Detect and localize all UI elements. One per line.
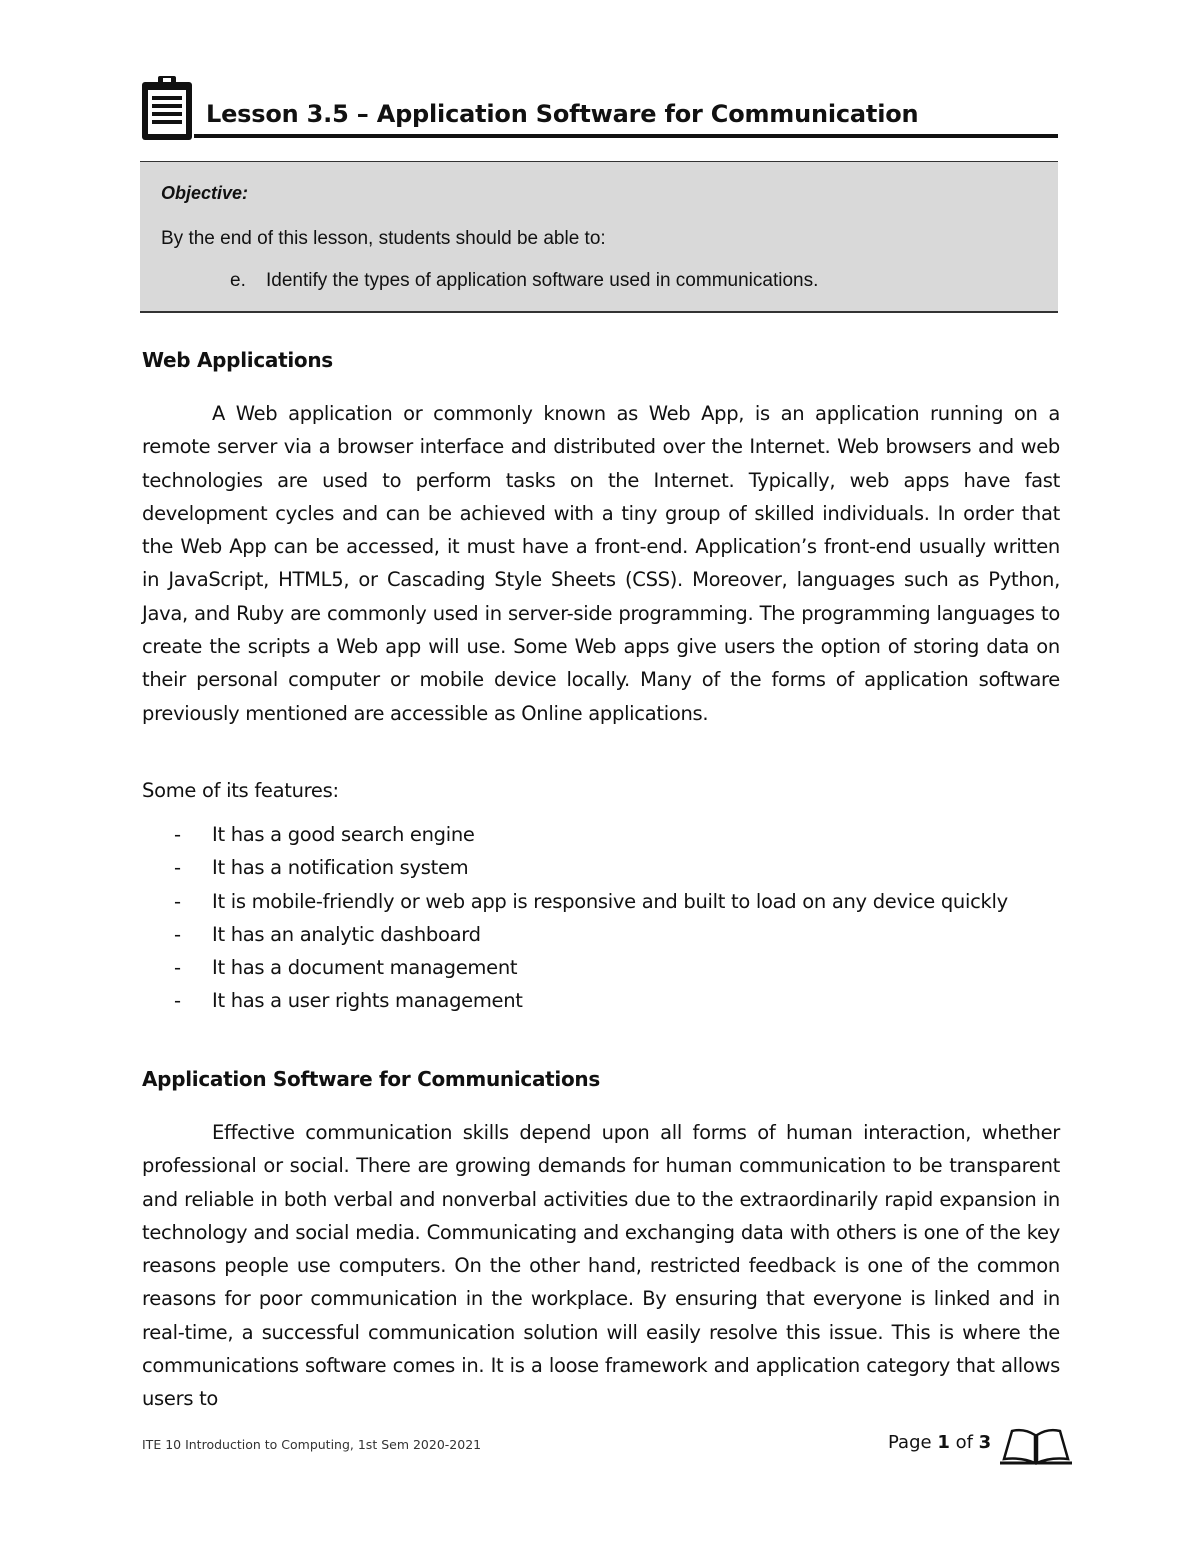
list-dash: - xyxy=(174,889,181,913)
comm-software-heading: Application Software for Communications xyxy=(142,1067,600,1091)
footer-course: ITE 10 Introduction to Computing, 1st Sem 2020-2021 xyxy=(142,1437,482,1452)
objective-item-text: Identify the types of application software used in communications. xyxy=(266,270,819,291)
lesson-header xyxy=(140,72,1058,142)
list-dash: - xyxy=(174,989,181,1013)
list-dash: - xyxy=(174,823,181,846)
objective-item xyxy=(230,270,818,292)
comm-software-paragraph: Effective communication skills depend upon all forms of human interaction, whether professional or social. There are growing demands for human communication to be transparent and reliable in both verbal and nonverbal activities due to the extraordinarily rapid expansion in technology and social media. Communicating and exchanging data with others is one of the key reasons people use computers. On the other hand, restricted feedback is one of the common reasons for poor communication in the workplace. By ensuring that everyone is linked and in real-time, a successful communication solution will easily resolve this issue. This is where the communications software comes in. It is a loose framework and application category that allows users to xyxy=(142,1121,1060,1411)
open-book-icon xyxy=(998,1425,1074,1467)
features-list xyxy=(142,818,1060,1018)
page-number: Page 1 of 3 xyxy=(888,1432,992,1453)
list-dash: - xyxy=(174,956,181,980)
list-item: - It has a notification system xyxy=(142,851,1060,884)
page-title: Lesson 3.5 – Application Software for Communication xyxy=(206,100,919,128)
list-dash: - xyxy=(174,856,181,880)
features-intro: Some of its features: xyxy=(142,779,339,802)
list-dash: - xyxy=(174,922,181,946)
list-item: - It has a document management xyxy=(142,951,1060,984)
header-rule xyxy=(194,134,1058,138)
list-item: - It is mobile-friendly or web app is responsive and built to load on any device quickly xyxy=(142,885,1060,918)
list-item: - It has a good search engine xyxy=(142,818,1060,851)
objective-box xyxy=(140,161,1058,313)
list-item: - It has a user rights management xyxy=(142,984,1060,1017)
list-item: - It has an analytic dashboard xyxy=(142,918,1060,951)
web-apps-paragraph: A Web application or commonly known as Web App, is an application running on a remote server via a browser interface and distributed over the Internet. Web browsers and web technologies are used to perform tasks on the Internet. Typically, web apps have fast development cycles and can be achieved with a tiny group of skilled individuals. In order that the Web App can be accessed, it must have a front-end. Application’s front-end usually written in JavaScript, HTML5, or Cascading Style Sheets (CSS). Moreover, languages such as Python, Java, and Ruby are commonly used in server-side programming. The programming languages to create the scripts a Web app will use. Some Web apps give users the option of storing data on their personal computer or mobile device locally. Many of the forms of application software previously mentioned are accessible as Online applications. xyxy=(142,402,1060,725)
objective-label: Objective: xyxy=(161,183,249,203)
objective-intro: By the end of this lesson, students should be able to: xyxy=(161,228,606,249)
clipboard-icon xyxy=(140,74,194,142)
objective-item-letter: e. xyxy=(230,270,246,291)
web-apps-heading: Web Applications xyxy=(142,348,333,372)
